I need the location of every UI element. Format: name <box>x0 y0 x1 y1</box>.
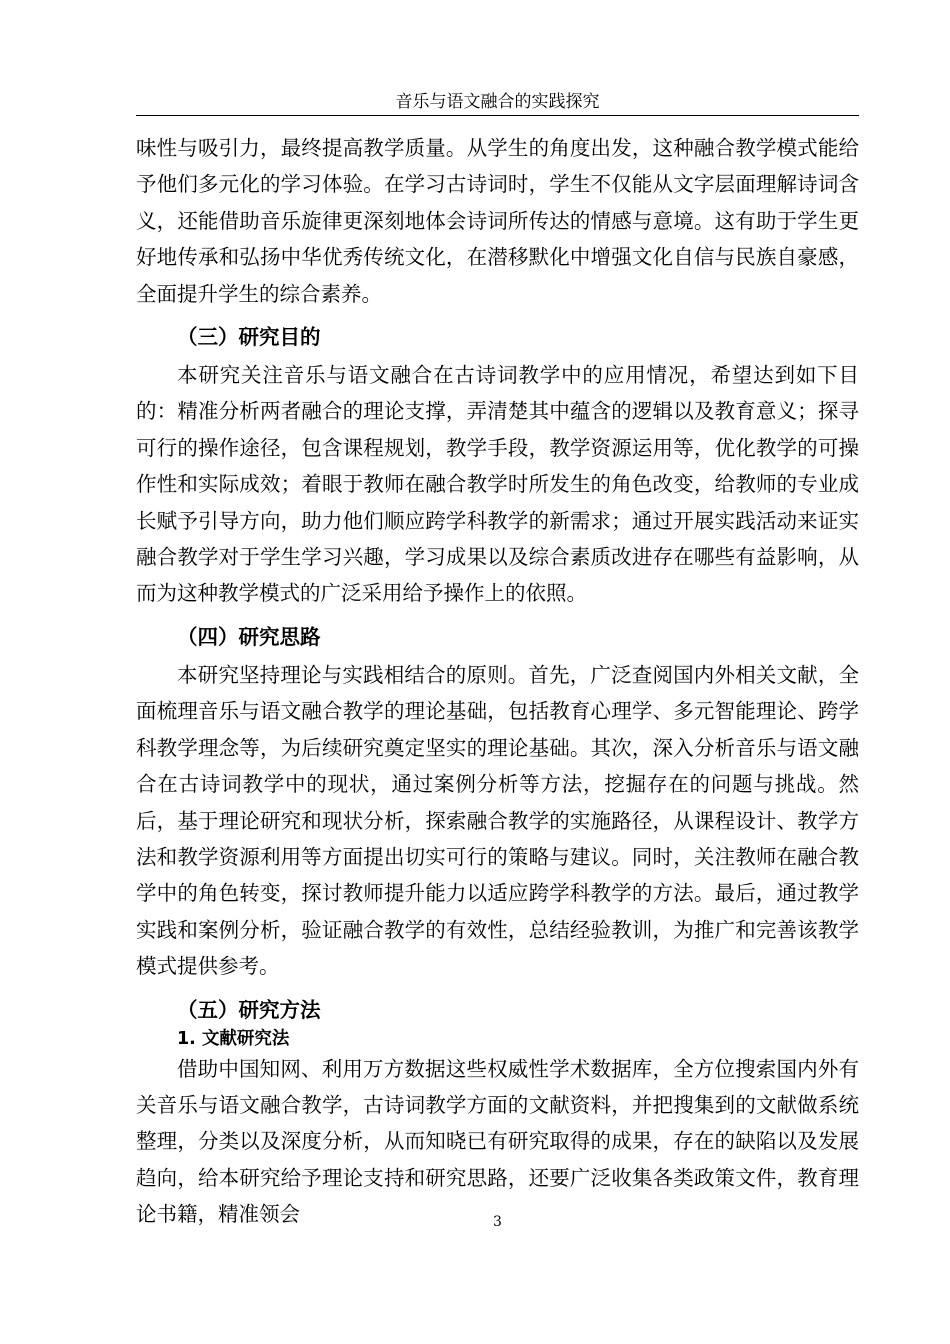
running-header: 音乐与语文融合的实践探究 <box>395 92 600 112</box>
section-heading-research-goal: （三）研究目的 <box>177 325 321 350</box>
header-rule <box>136 115 859 116</box>
subsection-heading-literature-research: 1. 文献研究法 <box>177 1028 290 1049</box>
page-number: 3 <box>493 1214 502 1230</box>
section-heading-research-method: （五）研究方法 <box>177 997 321 1022</box>
section-heading-research-idea: （四）研究思路 <box>177 624 321 649</box>
body-paragraph: 本研究关注音乐与语文融合在古诗词教学中的应用情况，希望达到如下目的：精准分析两者融合的理论支撑，弄清楚其中蕴含的逻辑以及教育意义；探寻可行的操作途径，包含课程规划，教学手段，教学资源运用等，优化教学的可操作性和实际成效；着眼于教师在融合教学时所发生的角色改变，给教师的专业成长赋予引导方向，助力他们顺应跨学科教学的新需求；通过开展实践活动来证实融合教学对于学生学习兴趣，学习成果以及综合素质改进存在哪些有益影响，从而为这种教学模式的广泛采用给予操作上的依照。 <box>136 363 859 606</box>
body-paragraph: 借助中国知网、利用万方数据这些权威性学术数据库，全方位搜索国内外有关音乐与语文融合教学，古诗词教学方面的文献资料，并把搜集到的文献做系统整理，分类以及深度分析，从而知晓已有研究取得的成果，存在的缺陷以及发展趋向，给本研究给予理论支持和研究思路，还要广泛收集各类政策文件，教育理论书籍，精准领会 <box>136 1056 859 1227</box>
body-paragraph: 味性与吸引力，最终提高教学质量。从学生的角度出发，这种融合教学模式能给予他们多元化的学习体验。在学习古诗词时，学生不仅能从文字层面理解诗词含义，还能借助音乐旋律更深刻地体会诗词所传达的情感与意境。这有助于学生更好地传承和弘扬中华优秀传统文化，在潜移默化中增强文化自信与民族自豪感，全面提升学生的综合素养。 <box>136 136 859 306</box>
page-body <box>136 130 859 1233</box>
body-paragraph: 本研究坚持理论与实践相结合的原则。首先，广泛查阅国内外相关文献，全面梳理音乐与语文融合教学的理论基础，包括教育心理学、多元智能理论、跨学科教学理念等，为后续研究奠定坚实的理论基础。其次，深入分析音乐与语文融合在古诗词教学中的现状，通过案例分析等方法，挖掘存在的问题与挑战。然后，基于理论研究和现状分析，探索融合教学的实施路径，从课程设计、教学方法和教学资源利用等方面提出切实可行的策略与建议。同时，关注教师在融合教学中的角色转变，探讨教师提升能力以适应跨学科教学的方法。最后，通过教学实践和案例分析，验证融合教学的有效性，总结经验教训，为推广和完善该教学模式提供参考。 <box>136 662 859 979</box>
